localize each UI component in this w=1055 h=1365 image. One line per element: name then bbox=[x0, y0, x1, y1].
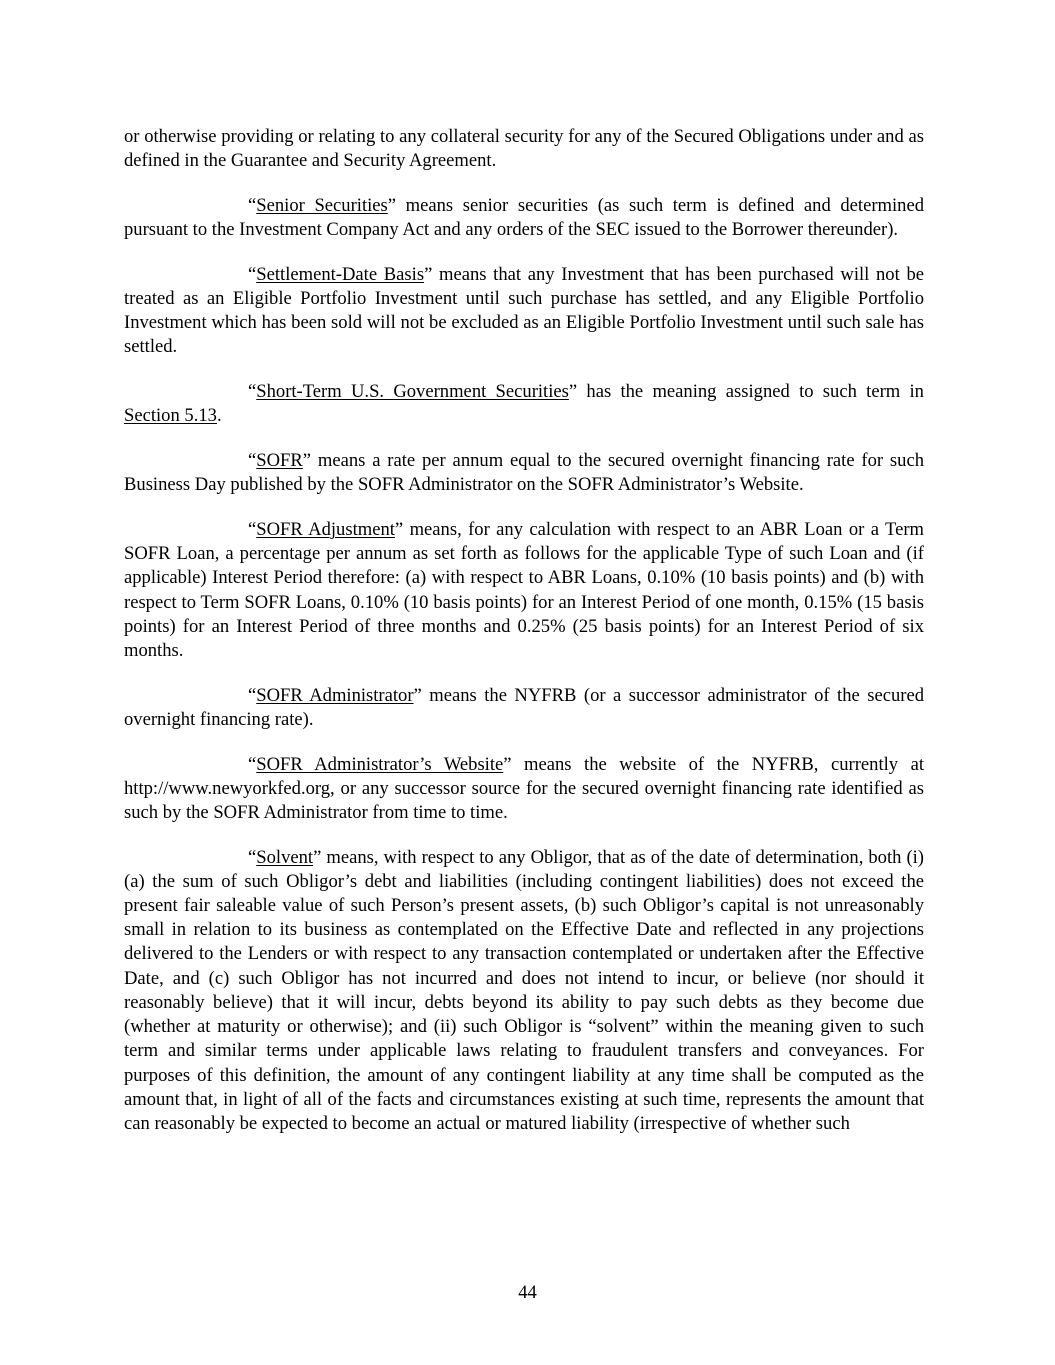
continuation-paragraph bbox=[124, 125, 924, 173]
defined-term: Senior Securities bbox=[256, 194, 388, 216]
open-quote: “ bbox=[248, 684, 257, 706]
definition-sofr-administrators-website bbox=[124, 753, 924, 826]
open-quote: “ bbox=[248, 263, 257, 285]
definition-short-term-us-government-securities bbox=[124, 380, 924, 428]
definition-text: ” means, with respect to any Obligor, that as of the date of determination, both (i) (a) the sum of such Obligor’s debt and liabilities (including contingent liabilities) does not exceed the present fair saleable value of such Person’s present assets, (b) such Obligor’s capital is not unreasonably small in relation to its business as contemplated on the Effective Date and reflected in any projections delivered to the Lenders or with respect to any transaction contemplated or undertaken after the Effective Date, and (c) such Obligor has not incurred and does not intend to incur, or believe (nor should it reasonably believe) that it will incur, debts beyond its ability to pay such debts as they become due (whether at maturity or otherwise); and (ii) such Obligor is “solvent” within the meaning given to such term and similar terms under applicable laws relating to fraudulent transfers and conveyances. For purposes of this definition, the amount of any contingent liability at any time shall be computed as the amount that, in light of all of the facts and circumstances existing at such time, represents the amount that can reasonably be expected to become an actual or matured liability (irrespective of whether such bbox=[124, 846, 924, 1134]
defined-term: Short-Term U.S. Government Securities bbox=[256, 381, 569, 403]
definition-text: ” means a rate per annum equal to the secured overnight financing rate for such Business Day published by the SOFR Administrator on the SOFR Administrator’s Website. bbox=[124, 450, 924, 496]
definition-settlement-date-basis bbox=[124, 263, 924, 360]
defined-term: SOFR Administrator bbox=[256, 684, 414, 706]
open-quote: “ bbox=[248, 194, 257, 216]
definition-text: ” means that any Investment that has been purchased will not be treated as an Eligible Portfolio Investment until such purchase has settled, and any Eligible Portfolio Investment which has been sold will not be excluded as an Eligible Portfolio Investment until such sale has settled. bbox=[124, 263, 925, 358]
definition-text: ” means, for any calculation with respect to an ABR Loan or a Term SOFR Loan, a percentage per annum as set forth as follows for the applicable Type of such Loan and (if applicable) Interest Period therefore: (a) with respect to ABR Loans, 0.10% (10 basis points) and (b) with respect to Term SOFR Loans, 0.10% (10 basis points) for an Interest Period of one month, 0.15% (15 basis points) for an Interest Period of three months and 0.25% (25 basis points) for an Interest Period of six months. bbox=[124, 518, 924, 661]
definition-senior-securities bbox=[124, 194, 924, 242]
definition-text: ” means the website of the NYFRB, currently at http://www.newyorkfed.org, or any successor source for the secured overnight financing rate identified as such by the SOFR Administrator from time to time. bbox=[124, 753, 924, 823]
defined-term: SOFR Adjustment bbox=[256, 518, 395, 540]
open-quote: “ bbox=[248, 518, 257, 540]
section-cross-reference: Section 5.13 bbox=[124, 405, 217, 427]
defined-term: SOFR Administrator’s Website bbox=[256, 753, 504, 775]
defined-term: Solvent bbox=[256, 846, 314, 868]
open-quote: “ bbox=[248, 846, 257, 868]
continuation-text: or otherwise providing or relating to any collateral security for any of the Secured Obligations under and as defined in the Guarantee and Security Agreement. bbox=[124, 126, 924, 172]
document-page bbox=[124, 125, 924, 1157]
open-quote: “ bbox=[248, 450, 257, 472]
definition-text: ” has the meaning assigned to such term in bbox=[568, 381, 924, 403]
defined-term: Settlement-Date Basis bbox=[256, 263, 425, 285]
definition-solvent bbox=[124, 846, 924, 1136]
definition-sofr-adjustment bbox=[124, 518, 924, 663]
definition-text-end: . bbox=[216, 405, 222, 427]
definition-sofr bbox=[124, 449, 924, 497]
definition-text: ” means senior securities (as such term is defined and determined pursuant to the Investment Company Act and any orders of the SEC issued to the Borrower thereunder). bbox=[124, 194, 925, 241]
definition-text: ” means the NYFRB (or a successor administrator of the secured overnight financing rate). bbox=[124, 684, 924, 730]
page-number: 44 bbox=[518, 1282, 537, 1303]
definition-sofr-administrator bbox=[124, 684, 924, 732]
open-quote: “ bbox=[248, 753, 257, 775]
defined-term: SOFR bbox=[256, 450, 303, 472]
open-quote: “ bbox=[248, 381, 257, 403]
